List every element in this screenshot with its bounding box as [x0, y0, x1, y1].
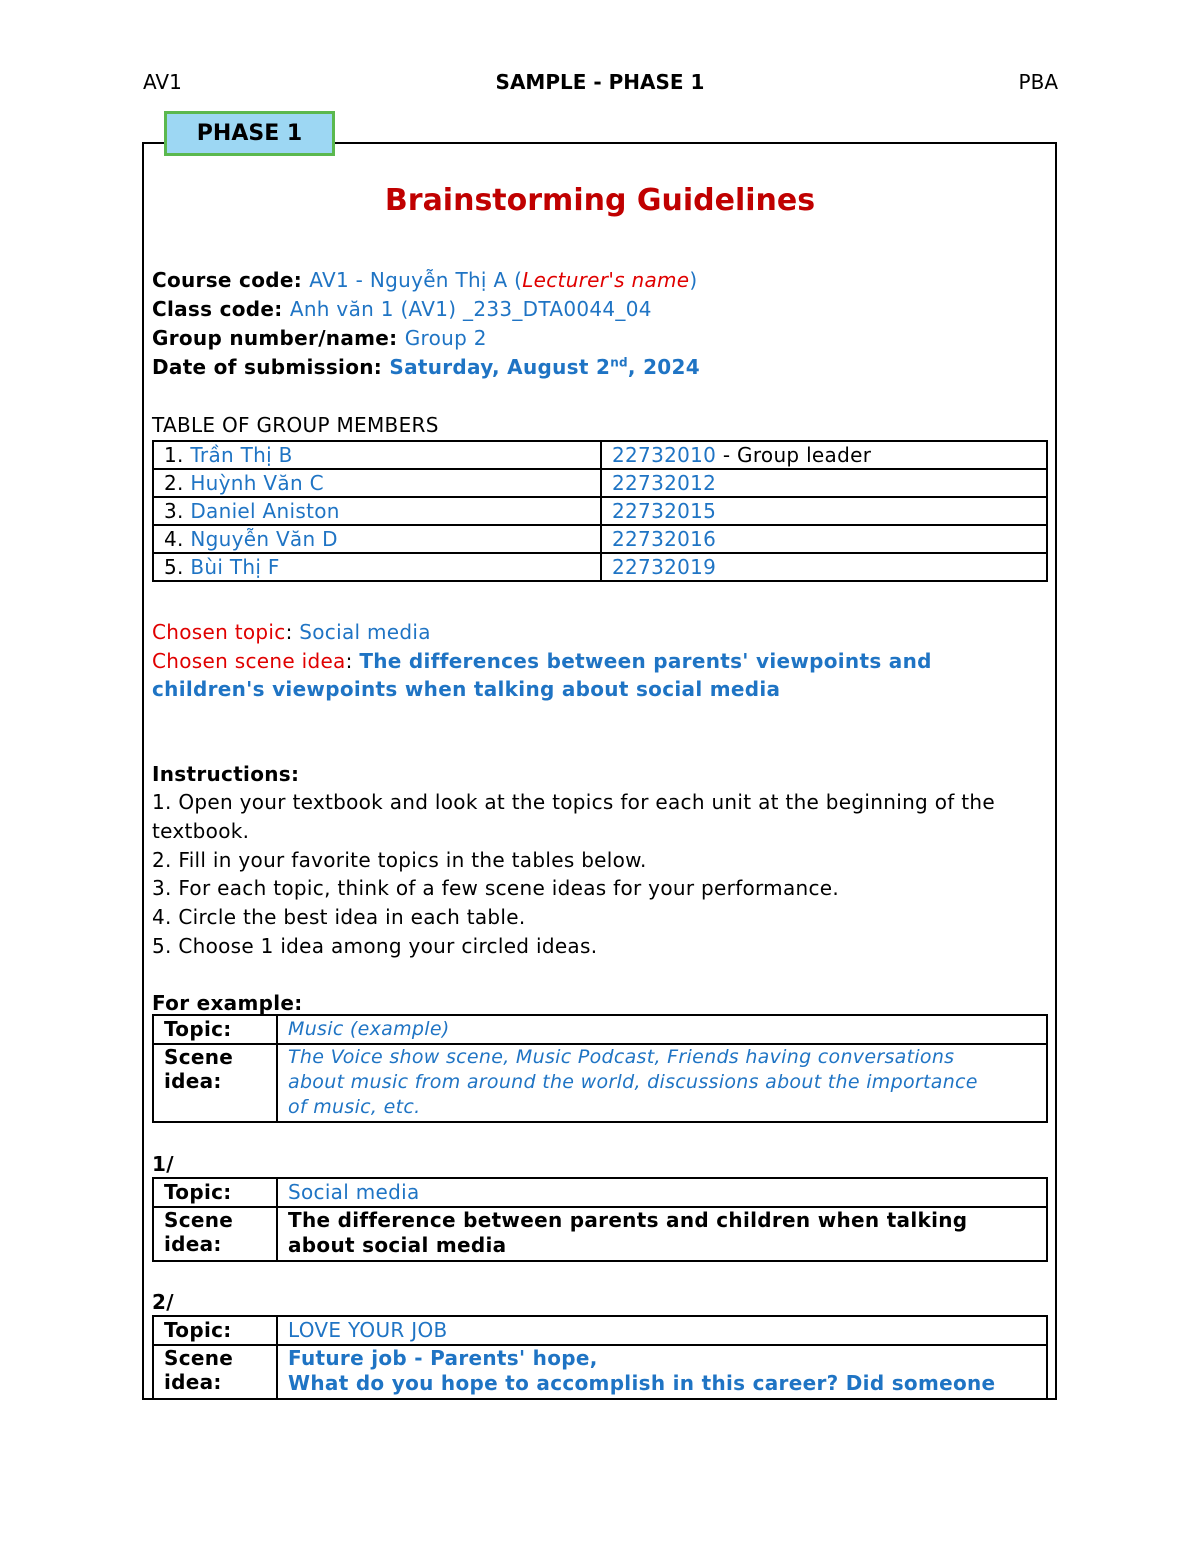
- example-scene-label: [153, 1044, 277, 1122]
- table2-heading: 2/: [152, 1290, 174, 1314]
- table2-scene-line: What do you hope to accomplish in this career? Did someone: [288, 1371, 996, 1395]
- example-scene-line: about music from around the world, discussions about the importance: [288, 1071, 978, 1093]
- chosen-topic-label: Chosen topic: [152, 620, 286, 644]
- instruction-item: 2. Fill in your favorite topics in the tables below.: [152, 848, 647, 872]
- member-name: Nguyễn Văn D: [190, 527, 338, 551]
- table2-scene-label: [153, 1345, 277, 1398]
- chosen-scene-colon: :: [345, 649, 360, 673]
- date-value-pre: Saturday, August 2: [389, 355, 611, 379]
- course-code-value: AV1 - Nguyễn Thị A (: [309, 268, 523, 292]
- table2-scene-line: Future job - Parents' hope,: [288, 1346, 598, 1370]
- member-name-cell: [153, 553, 601, 581]
- instruction-item: 5. Choose 1 idea among your circled ideas.: [152, 934, 598, 958]
- table1-scene-label: [153, 1207, 277, 1261]
- chosen-topic-line: [152, 620, 431, 644]
- topic-table-1: [152, 1177, 1048, 1262]
- member-number: 2.: [164, 471, 191, 495]
- member-name: Huỳnh Văn C: [190, 471, 324, 495]
- course-code-line: [152, 268, 698, 292]
- member-id-cell: [601, 525, 1047, 553]
- table2-topic-value: LOVE YOUR JOB: [277, 1316, 1047, 1345]
- table2-scene-value: [277, 1345, 1047, 1398]
- member-id-cell: [601, 441, 1047, 469]
- instruction-item: 1. Open your textbook and look at the topics for each unit at the beginning of the: [152, 790, 995, 814]
- table1-topic-value: Social media: [277, 1178, 1047, 1207]
- chosen-scene-label: Chosen scene idea: [152, 649, 346, 673]
- scene-label-1: Scene: [164, 1208, 234, 1232]
- table2-topic-label: Topic:: [153, 1316, 277, 1345]
- instruction-item: 4. Circle the best idea in each table.: [152, 905, 526, 929]
- instruction-item: 3. For each topic, think of a few scene ideas for your performance.: [152, 876, 840, 900]
- table1-heading: 1/: [152, 1152, 174, 1176]
- date-line: [152, 355, 700, 379]
- class-code-value: Anh văn 1 (AV1) _233_DTA0044_04: [289, 297, 652, 321]
- chosen-scene-value-1: The differences between parents' viewpoints and: [359, 649, 932, 673]
- example-topic-value: Music (example): [277, 1015, 1047, 1044]
- scene-label-1: Scene: [164, 1346, 234, 1370]
- scene-label-2: idea:: [164, 1370, 222, 1394]
- member-id: 22732015: [612, 499, 717, 523]
- chosen-topic-value: Social media: [299, 620, 431, 644]
- example-heading: For example:: [152, 991, 303, 1015]
- example-scene-line: The Voice show scene, Music Podcast, Friends having conversations: [288, 1046, 955, 1068]
- scene-label-1: Scene: [164, 1045, 234, 1069]
- member-id: 22732010: [612, 443, 717, 467]
- group-value: Group 2: [404, 326, 487, 350]
- example-scene-line: of music, etc.: [288, 1096, 421, 1118]
- group-label: Group number/name:: [152, 326, 405, 350]
- example-scene-value: [277, 1044, 1047, 1122]
- table1-scene-line: about social media: [288, 1233, 507, 1257]
- member-number: 4.: [164, 527, 191, 551]
- table-row: [153, 497, 1047, 525]
- scene-label-2: idea:: [164, 1232, 222, 1256]
- instruction-item: textbook.: [152, 819, 250, 843]
- topic-table-2: [152, 1315, 1048, 1398]
- member-note: - Group leader: [716, 443, 872, 467]
- table1-topic-label: Topic:: [153, 1178, 277, 1207]
- table1-scene-line: The difference between parents and children when talking: [288, 1208, 968, 1232]
- table1-scene-value: [277, 1207, 1047, 1261]
- member-id-cell: [601, 469, 1047, 497]
- member-number: 5.: [164, 555, 191, 579]
- header-left: AV1: [143, 70, 182, 94]
- member-id: 22732019: [612, 555, 717, 579]
- members-heading: TABLE OF GROUP MEMBERS: [152, 413, 439, 437]
- table-row: [153, 525, 1047, 553]
- member-number: 3.: [164, 499, 191, 523]
- member-name-cell: [153, 469, 601, 497]
- member-name-cell: [153, 525, 601, 553]
- members-table: [152, 440, 1048, 582]
- page-title: Brainstorming Guidelines: [384, 183, 816, 218]
- phase-badge: PHASE 1: [164, 111, 335, 156]
- group-line: [152, 326, 487, 350]
- member-id: 22732012: [612, 471, 717, 495]
- table-row: [153, 553, 1047, 581]
- date-value-post: , 2024: [627, 355, 700, 379]
- header-center: SAMPLE - PHASE 1: [495, 70, 705, 94]
- course-code-close: ): [689, 268, 698, 292]
- chosen-scene-value-2: children's viewpoints when talking about social media: [152, 677, 781, 701]
- member-id-cell: [601, 497, 1047, 525]
- chosen-topic-colon: :: [285, 620, 300, 644]
- member-name-cell: [153, 497, 601, 525]
- example-table: [152, 1014, 1048, 1123]
- class-code-label: Class code:: [152, 297, 290, 321]
- member-name: Trần Thị B: [190, 443, 293, 467]
- course-code-label: Course code:: [152, 268, 310, 292]
- example-topic-label: Topic:: [153, 1015, 277, 1044]
- class-code-line: [152, 297, 652, 321]
- chosen-scene-line: [152, 649, 932, 673]
- member-id-cell: [601, 553, 1047, 581]
- scene-label-2: idea:: [164, 1069, 222, 1093]
- table-row: [153, 469, 1047, 497]
- member-name: Daniel Aniston: [190, 499, 340, 523]
- member-id: 22732016: [612, 527, 717, 551]
- date-label: Date of submission:: [152, 355, 390, 379]
- member-number: 1.: [164, 443, 191, 467]
- table-row: [153, 441, 1047, 469]
- instructions-heading: Instructions:: [152, 762, 300, 786]
- member-name-cell: [153, 441, 601, 469]
- header-right: PBA: [1018, 70, 1058, 94]
- lecturer-name-hint: Lecturer's name: [522, 268, 690, 292]
- member-name: Bùi Thị F: [190, 555, 280, 579]
- date-value-sup: nd: [610, 355, 628, 370]
